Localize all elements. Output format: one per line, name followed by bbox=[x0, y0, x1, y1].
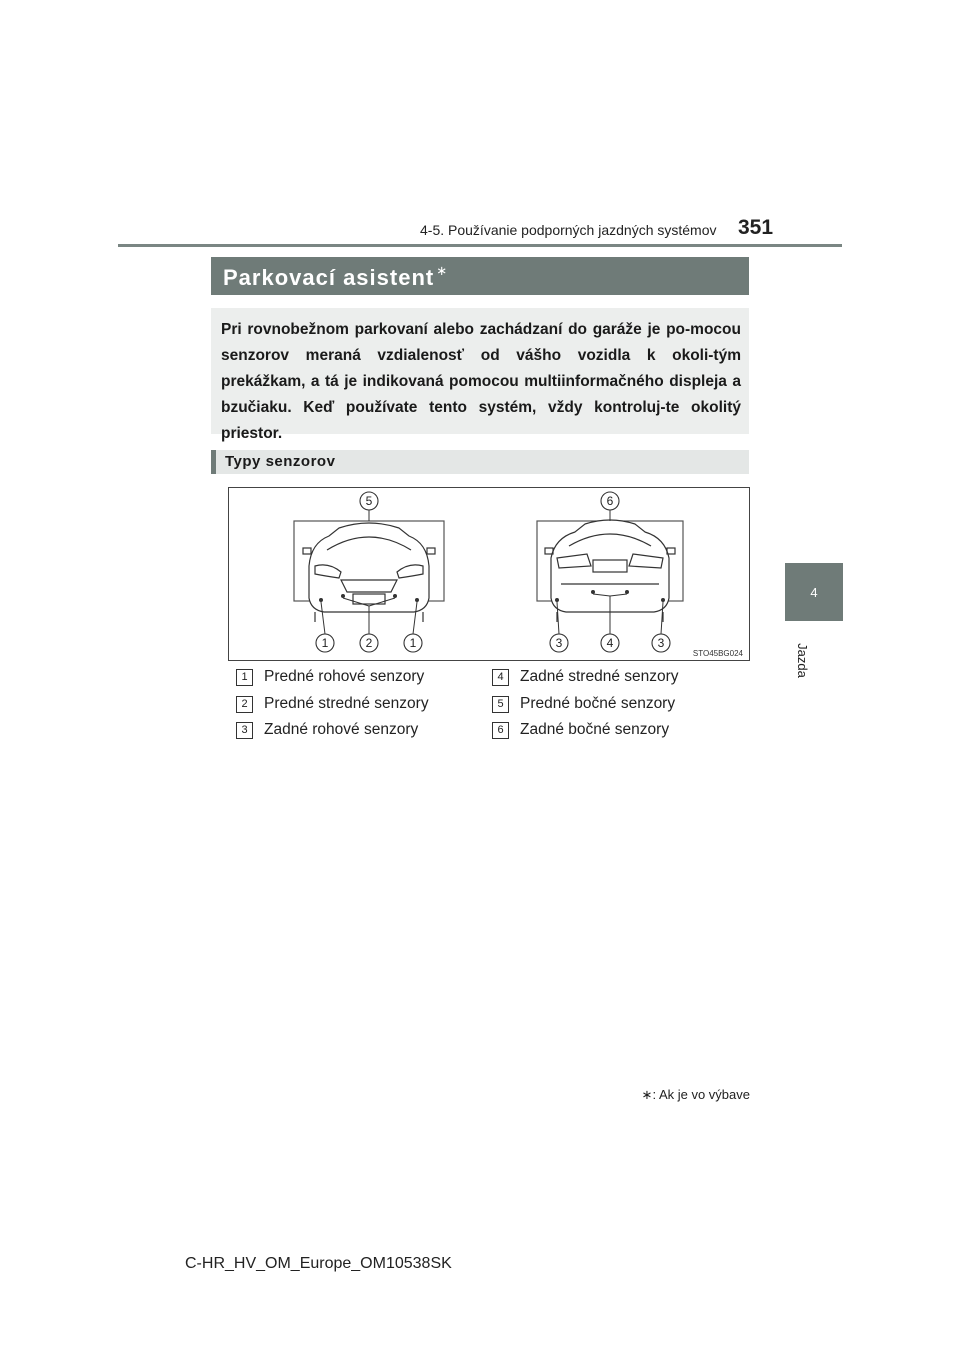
callout-3-right: 3 bbox=[657, 636, 665, 650]
legend-number: 1 bbox=[236, 669, 253, 686]
page-number: 351 bbox=[738, 216, 774, 239]
legend-label: Predné stredné senzory bbox=[264, 695, 429, 712]
legend-label: Zadné bočné senzory bbox=[520, 721, 670, 738]
legend-label: Zadné rohové senzory bbox=[264, 721, 419, 738]
subheading: Typy senzorov bbox=[225, 453, 336, 470]
figure-code: STO45BG024 bbox=[692, 649, 743, 658]
callout-5: 5 bbox=[365, 494, 373, 508]
callout-1-right: 1 bbox=[409, 636, 417, 650]
legend-number: 6 bbox=[492, 722, 509, 739]
footer-document-code: C-HR_HV_OM_Europe_OM10538SK bbox=[185, 1255, 452, 1272]
legend-label: Predné rohové senzory bbox=[264, 668, 425, 685]
front-car-body bbox=[309, 523, 429, 612]
chapter-tab bbox=[785, 563, 843, 621]
optional-marker: ∗ bbox=[436, 263, 449, 278]
callout-4: 4 bbox=[606, 636, 614, 650]
section-title-bar bbox=[211, 257, 749, 295]
front-right-mirror bbox=[427, 548, 435, 554]
section-title: Parkovací asistent ∗ bbox=[223, 263, 449, 290]
chapter-number: 4 bbox=[810, 584, 818, 600]
callout-6: 6 bbox=[606, 494, 614, 508]
legend-number: 5 bbox=[492, 696, 509, 713]
subheading-bar bbox=[211, 450, 749, 474]
legend-label: Predné bočné senzory bbox=[520, 695, 676, 712]
header-section-title: 4-5. Používanie podporných jazdných systémov bbox=[420, 222, 717, 238]
footnote: ∗: Ak je vo výbave bbox=[641, 1087, 750, 1102]
intro-text: Pri rovnobežnom parkovaní alebo zachádzaní do garáže je po-mocou senzorov meraná vzdialenosť od vášho vozidla k okoli-tým prekážkam, a tá je indikovaná pomocou multiinformačného displeja a bzučiaku. Keď používate tento systém, vždy kontroluj-te okolitý priestor. bbox=[221, 321, 741, 442]
front-left-mirror bbox=[303, 548, 311, 554]
legend-number: 4 bbox=[492, 669, 509, 686]
chapter-name: Jazda bbox=[794, 642, 810, 678]
chapter-label bbox=[772, 640, 832, 680]
legend-label: Zadné stredné senzory bbox=[520, 668, 679, 685]
intro-box bbox=[211, 308, 749, 442]
legend-number: 2 bbox=[236, 696, 253, 713]
sensor-diagram bbox=[228, 487, 750, 661]
header-divider bbox=[118, 244, 842, 247]
callout-1-left: 1 bbox=[321, 636, 329, 650]
callout-2: 2 bbox=[365, 636, 373, 650]
car-illustration bbox=[229, 488, 749, 660]
legend-number: 3 bbox=[236, 722, 253, 739]
callout-3-left: 3 bbox=[555, 636, 563, 650]
